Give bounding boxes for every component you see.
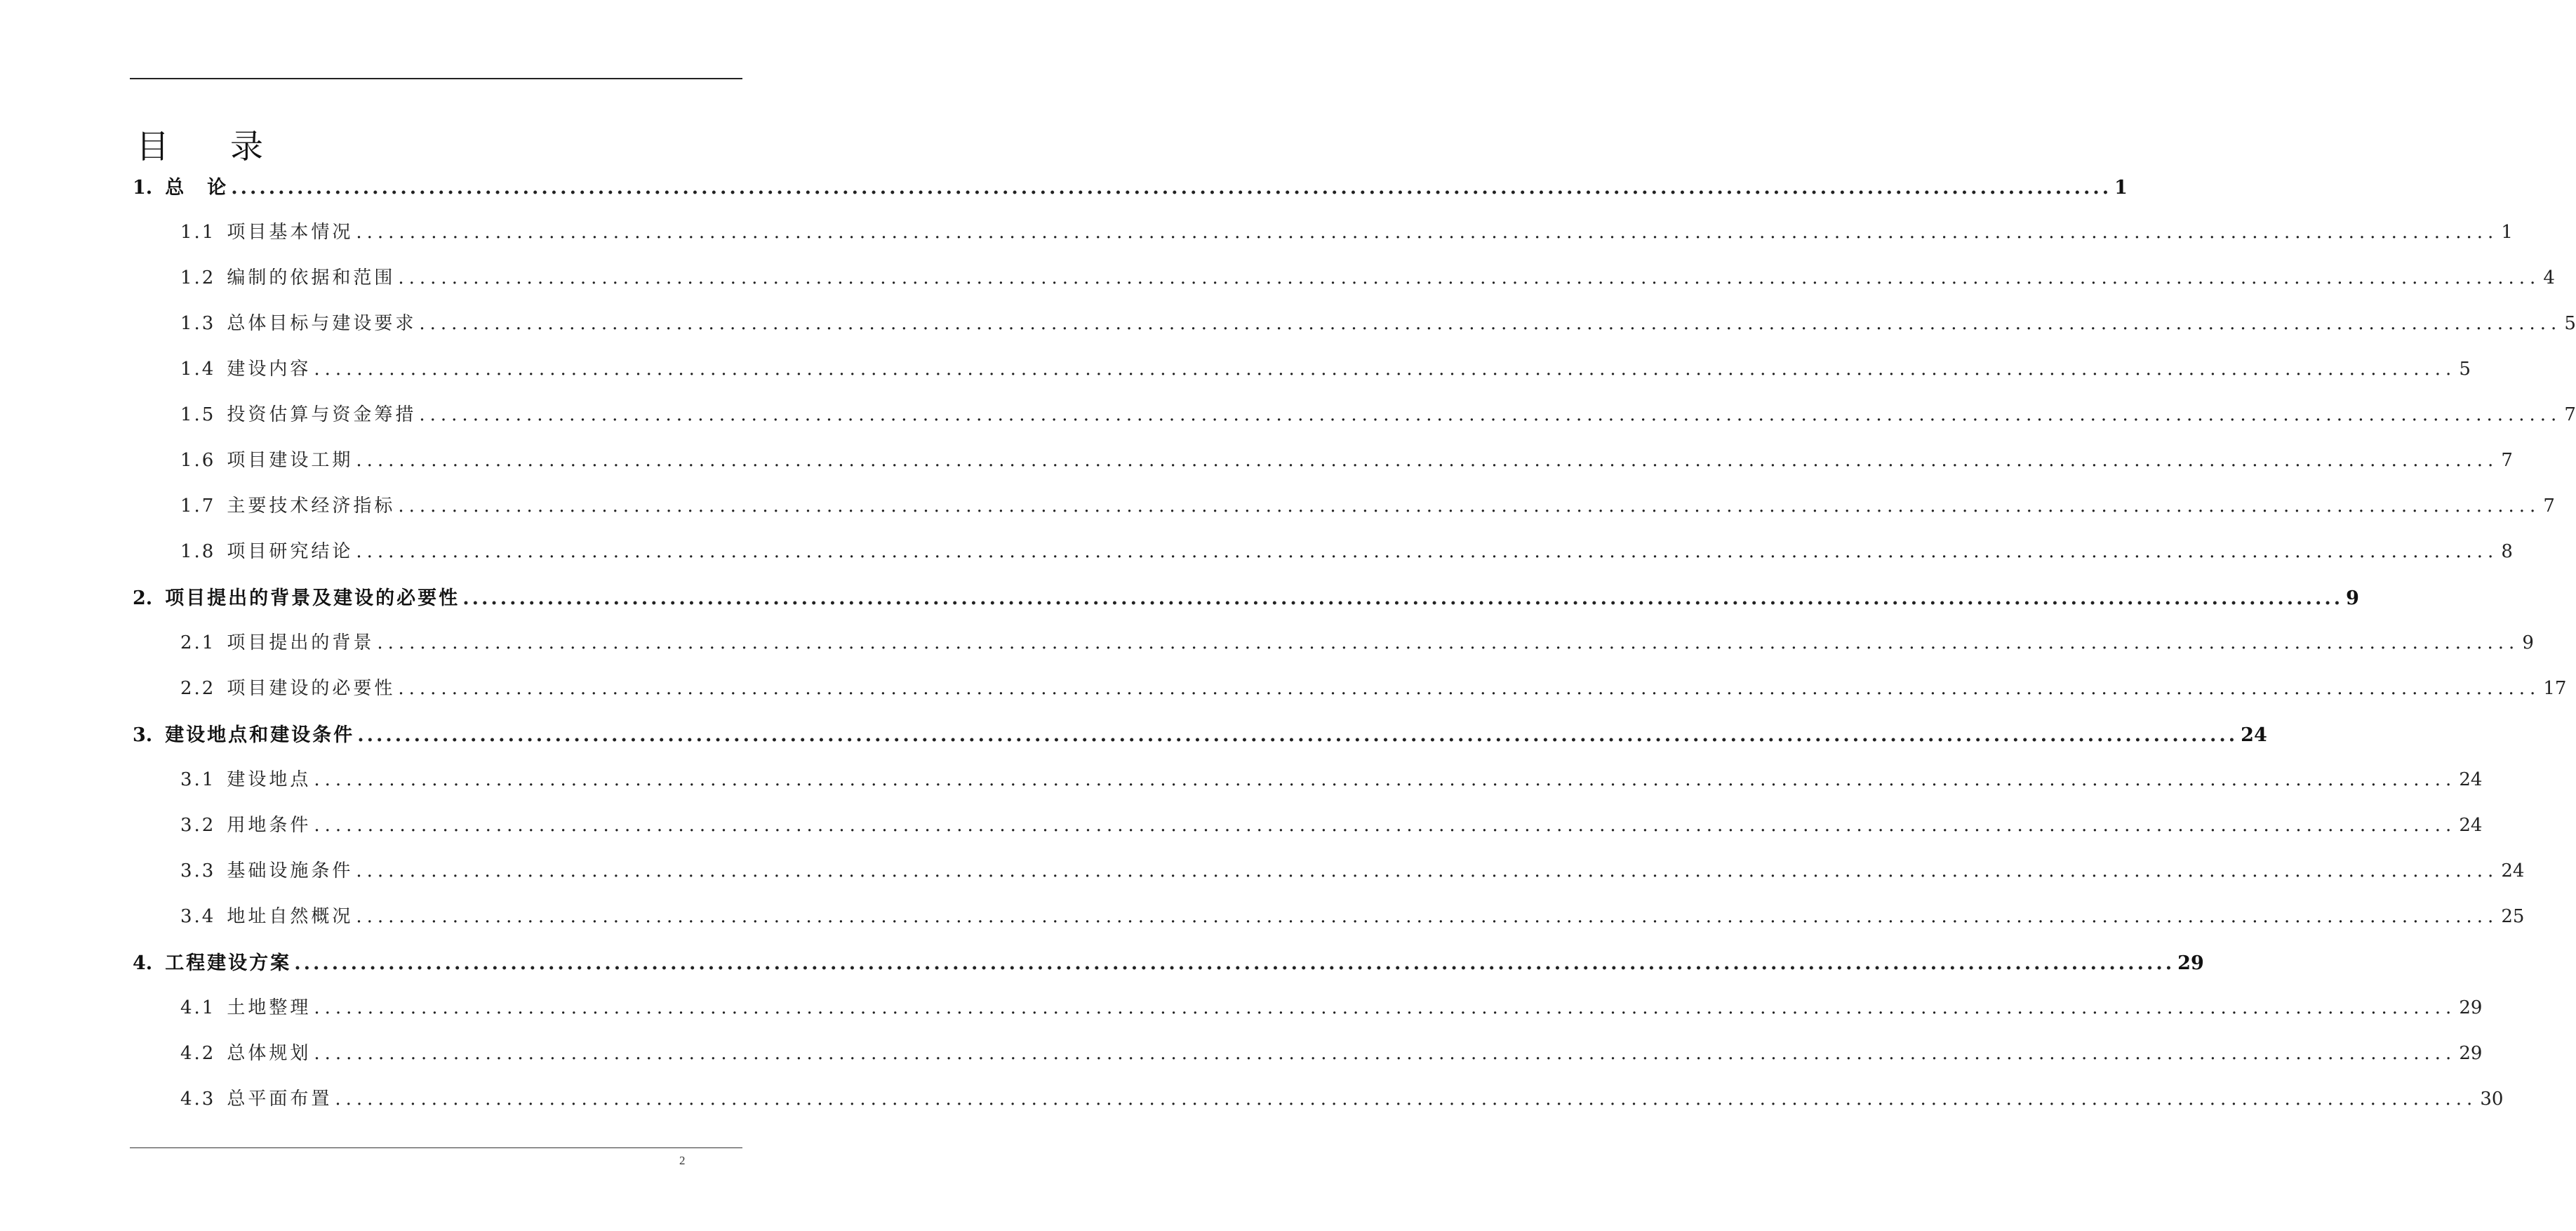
toc-dot-leader: ........................................................................................................................................................................................................	[314, 769, 2457, 790]
toc-entry-label: 总体目标与建设要求	[227, 313, 417, 334]
toc-entry-page: 1	[2501, 222, 2513, 243]
toc-entry-page: 25	[2501, 906, 2525, 927]
toc-entry-page: 8	[2501, 541, 2513, 562]
toc-entry-page: 24	[2501, 860, 2525, 881]
toc-entry-label: 基础设施条件	[227, 860, 354, 881]
toc-dot-leader: ........................................................................................................................................................................................................	[356, 906, 2499, 927]
toc-entry-label: 主要技术经济指标	[227, 495, 396, 517]
toc-section-entry[interactable]	[180, 811, 2483, 839]
header-rule	[130, 78, 742, 79]
toc-entry-label: 投资估算与资金筹措	[227, 404, 417, 425]
toc-dot-leader: ........................................................................................................................................................................................................	[398, 495, 2541, 517]
toc-section-entry[interactable]	[180, 856, 2525, 884]
toc-entry-label: 地址自然概况	[227, 906, 354, 927]
toc-entry-number: 2.1	[180, 632, 216, 653]
toc-entry-label: 总体规划	[227, 1043, 312, 1064]
toc-entry-page: 24	[2241, 724, 2267, 746]
toc-entry-number: 4.2	[180, 1043, 216, 1064]
toc-entry-page: 24	[2459, 815, 2483, 836]
toc-dot-leader: ........................................................................................................................................................................................................	[314, 997, 2457, 1018]
toc-dot-leader: ........................................................................................................................................................................................................	[419, 313, 2562, 334]
toc-section-entry[interactable]	[180, 1039, 2483, 1067]
toc-entry-number: 4.	[133, 952, 153, 974]
toc-dot-leader: ........................................................................................................................................................................................................	[356, 222, 2499, 243]
toc-entry-label: 建设地点和建设条件	[165, 724, 355, 746]
toc-section-entry[interactable]	[180, 354, 2471, 382]
toc-entry-number: 1.	[133, 177, 153, 199]
toc-dot-leader: ........................................................................................................................................................................................................	[314, 815, 2457, 836]
toc-entry-number: 1.4	[180, 359, 216, 380]
toc-entry-label: 项目建设工期	[227, 450, 354, 471]
toc-entry-number: 4.1	[180, 997, 216, 1018]
toc-dot-leader: ........................................................................................................................................................................................................	[294, 952, 2175, 974]
toc-section-entry[interactable]	[180, 902, 2525, 930]
toc-entry-number: 1.5	[180, 404, 216, 425]
toc-entry-number: 1.1	[180, 222, 216, 243]
toc-dot-leader: ........................................................................................................................................................................................................	[314, 359, 2457, 380]
toc-entry-number: 2.2	[180, 678, 216, 699]
toc-entry-page: 29	[2459, 1043, 2483, 1064]
toc-dot-leader: ........................................................................................................................................................................................................	[356, 541, 2499, 562]
toc-dot-leader: ........................................................................................................................................................................................................	[356, 860, 2499, 881]
toc-entry-page: 24	[2459, 769, 2483, 790]
toc-dot-leader: ........................................................................................................................................................................................................	[419, 404, 2562, 425]
toc-entry-page: 7	[2543, 495, 2555, 517]
toc-dot-leader: ........................................................................................................................................................................................................	[462, 587, 2344, 609]
toc-entry-page: 29	[2177, 952, 2204, 974]
toc-dot-leader: ........................................................................................................................................................................................................	[231, 177, 2112, 199]
toc-entry-label: 项目研究结论	[227, 541, 354, 562]
toc-entry-number: 4.3	[180, 1089, 216, 1110]
toc-dot-leader: ........................................................................................................................................................................................................	[357, 724, 2238, 746]
toc-entry-label: 总 论	[165, 177, 229, 199]
toc-entry-page: 30	[2480, 1089, 2504, 1110]
toc-entry-page: 9	[2522, 632, 2534, 653]
toc-entry-number: 1.3	[180, 313, 216, 334]
toc-section-entry[interactable]	[180, 993, 2483, 1021]
toc-dot-leader: ........................................................................................................................................................................................................	[314, 1043, 2457, 1064]
toc-dot-leader: ........................................................................................................................................................................................................	[335, 1089, 2478, 1110]
toc-section-entry[interactable]	[180, 628, 2534, 656]
toc-entry-page: 5	[2564, 313, 2576, 334]
toc-entry-number: 3.	[133, 724, 153, 746]
toc-entry-number: 1.7	[180, 495, 216, 517]
toc-entry-label: 工程建设方案	[165, 952, 292, 974]
toc-section-entry[interactable]	[180, 309, 2576, 337]
toc-section-entry[interactable]	[180, 765, 2483, 793]
toc-chapter-entry[interactable]	[133, 583, 2359, 611]
toc-entry-label: 项目提出的背景及建设的必要性	[165, 587, 460, 609]
page-number: 2	[679, 1154, 686, 1167]
toc-entry-number: 1.8	[180, 541, 216, 562]
toc-dot-leader: ........................................................................................................................................................................................................	[377, 632, 2520, 653]
toc-entry-page: 29	[2459, 997, 2483, 1018]
toc-entry-page: 1	[2114, 177, 2128, 199]
toc-title: 目 录	[136, 128, 288, 166]
toc-entry-label: 建设地点	[227, 769, 312, 790]
toc-section-entry[interactable]	[180, 263, 2555, 291]
toc-entry-page: 5	[2459, 359, 2471, 380]
toc-section-entry[interactable]	[180, 491, 2555, 519]
toc-entry-number: 1.6	[180, 450, 216, 471]
toc-chapter-entry[interactable]	[133, 172, 2128, 200]
toc-entry-number: 3.2	[180, 815, 216, 836]
toc-entry-label: 项目提出的背景	[227, 632, 375, 653]
toc-dot-leader: ........................................................................................................................................................................................................	[398, 678, 2541, 699]
toc-section-entry[interactable]	[180, 537, 2513, 565]
toc-entry-number: 1.2	[180, 267, 216, 288]
toc-entry-label: 项目基本情况	[227, 222, 354, 243]
toc-section-entry[interactable]	[180, 400, 2576, 428]
toc-entry-number: 2.	[133, 587, 153, 609]
toc-section-entry[interactable]	[180, 446, 2513, 474]
toc-entry-number: 3.3	[180, 860, 216, 881]
toc-chapter-entry[interactable]	[133, 719, 2267, 747]
toc-dot-leader: ........................................................................................................................................................................................................	[356, 450, 2499, 471]
toc-dot-leader: ........................................................................................................................................................................................................	[398, 267, 2541, 288]
toc-entry-label: 编制的依据和范围	[227, 267, 396, 288]
toc-entry-page: 17	[2543, 678, 2567, 699]
toc-entry-page: 4	[2543, 267, 2555, 288]
toc-entry-page: 7	[2501, 450, 2513, 471]
toc-entry-label: 项目建设的必要性	[227, 678, 396, 699]
toc-section-entry[interactable]	[180, 674, 2567, 702]
toc-section-entry[interactable]	[180, 1084, 2504, 1112]
toc-entry-page: 9	[2346, 587, 2359, 609]
toc-entry-number: 3.4	[180, 906, 216, 927]
toc-entry-label: 土地整理	[227, 997, 312, 1018]
toc-entry-page: 7	[2564, 404, 2576, 425]
footer-rule	[130, 1147, 742, 1148]
toc-chapter-entry[interactable]	[133, 947, 2204, 976]
toc-entry-label: 建设内容	[227, 359, 312, 380]
toc-entry-label: 总平面布置	[227, 1089, 333, 1110]
toc-entry-label: 用地条件	[227, 815, 312, 836]
toc-section-entry[interactable]	[180, 218, 2513, 246]
toc-entry-number: 3.1	[180, 769, 216, 790]
